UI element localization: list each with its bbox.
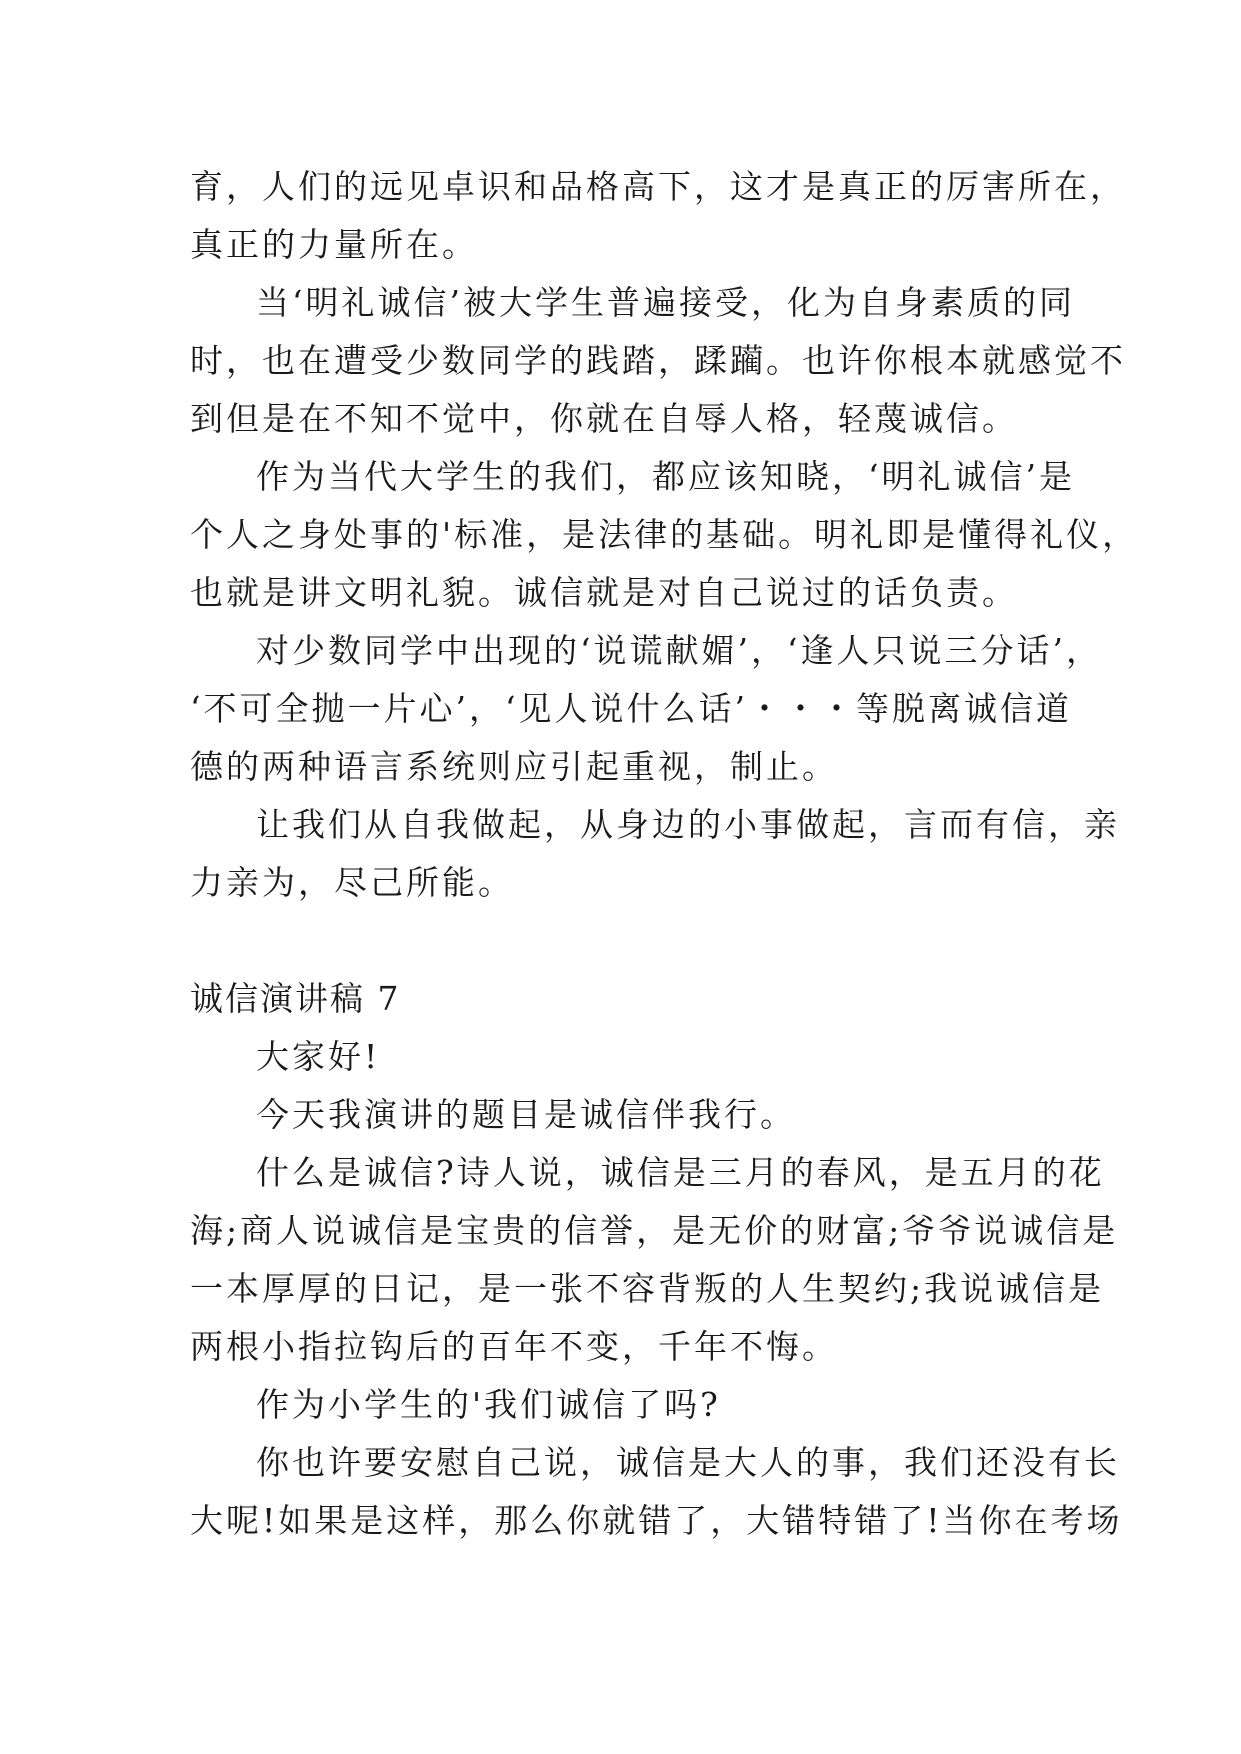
greeting-line: 大家好! (256, 1037, 381, 1076)
text-line: 个人之身处事的'标准，是法律的基础。明礼即是懂得礼仪， (190, 515, 1139, 554)
paragraph-first-line: 今天我演讲的题目是诚信伴我行。 (256, 1095, 796, 1134)
paragraph-first-line: 让我们从自我做起，从身边的小事做起，言而有信，亲 (256, 805, 1120, 844)
text-line: 真正的力量所在。 (190, 225, 478, 264)
paragraph-first-line: 作为小学生的'我们诚信了吗? (256, 1385, 721, 1424)
paragraph-first-line: 你也许要安慰自己说，诚信是大人的事，我们还没有长 (256, 1443, 1120, 1482)
text-line: 两根小指拉钩后的百年不变，千年不悔。 (190, 1327, 838, 1366)
text-line: 育，人们的远见卓识和品格高下，这才是真正的厉害所在， (190, 167, 1126, 206)
text-line: 时，也在遭受少数同学的践踏，蹂躏。也许你根本就感觉不 (190, 341, 1126, 380)
text-line: 德的两种语言系统则应引起重视，制止。 (190, 747, 838, 786)
section-heading: 诚信演讲稿 7 (190, 979, 401, 1018)
text-line: ‘不可全抛一片心’，‘见人说什么话’・・・等脱离诚信道 (190, 689, 1072, 728)
text-line: 一本厚厚的日记，是一张不容背叛的人生契约;我说诚信是 (190, 1269, 1105, 1308)
text-line: 力亲为，尽己所能。 (190, 863, 514, 902)
paragraph-first-line: 作为当代大学生的我们，都应该知晓，‘明礼诚信’是 (256, 457, 1075, 496)
text-line: 到但是在不知不觉中，你就在自辱人格，轻蔑诚信。 (190, 399, 1018, 438)
paragraph-first-line: 什么是诚信?诗人说，诚信是三月的春风，是五月的花 (256, 1153, 1105, 1192)
text-line: 也就是讲文明礼貌。诚信就是对自己说过的话负责。 (190, 573, 1018, 612)
paragraph-first-line: 当‘明礼诚信’被大学生普遍接受，化为自身素质的同 (256, 283, 1075, 322)
text-line: 海;商人说诚信是宝贵的信誉，是无价的财富;爷爷说诚信是 (190, 1211, 1119, 1250)
paragraph-first-line: 对少数同学中出现的‘说谎献媚’，‘逢人只说三分话’， (256, 631, 1102, 670)
text-line: 大呢!如果是这样，那么你就错了，大错特错了!当你在考场 (190, 1501, 1123, 1540)
